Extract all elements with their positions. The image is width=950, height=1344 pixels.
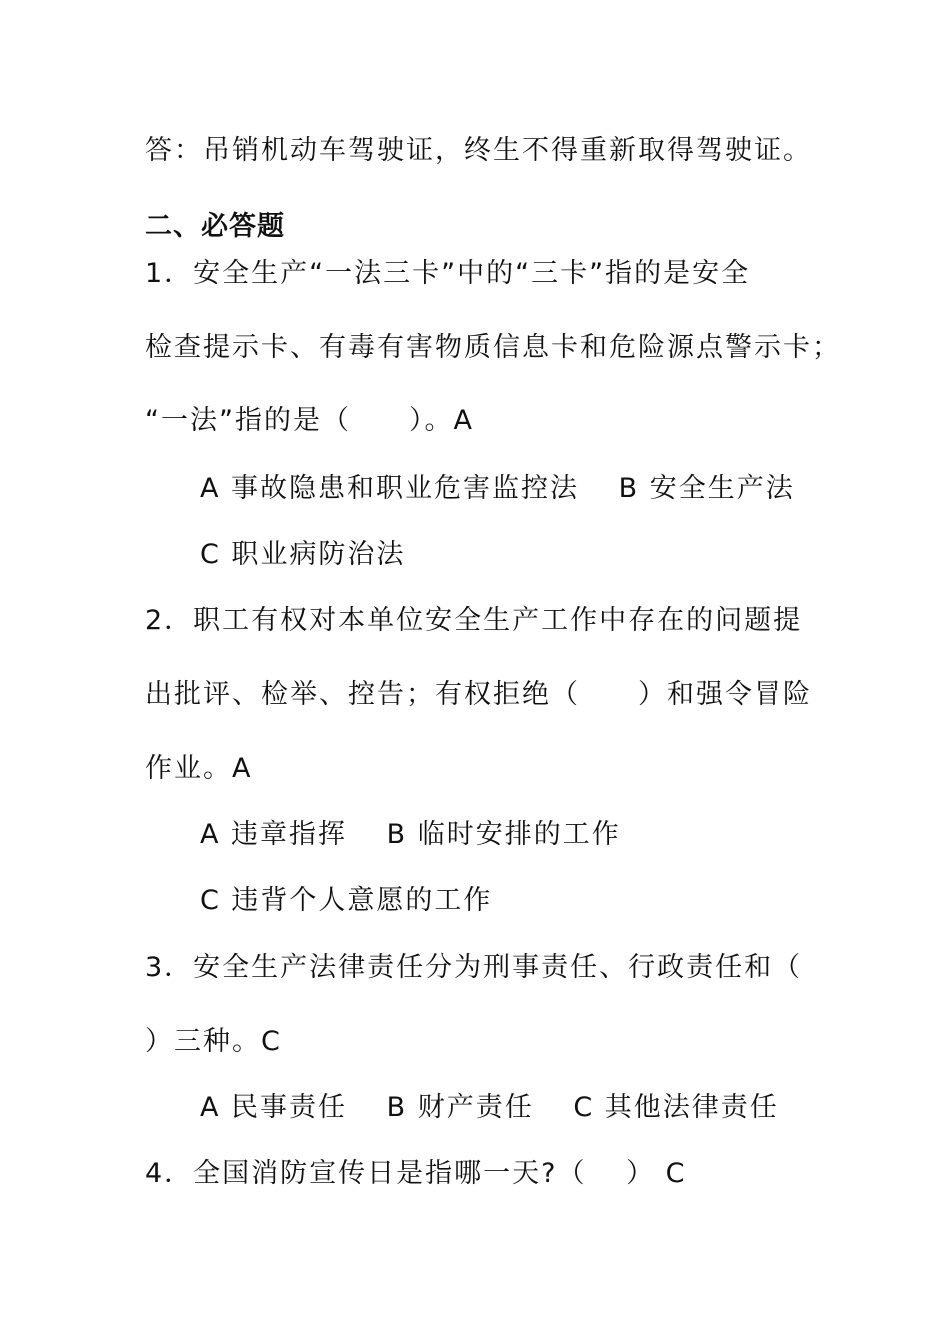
q2-option-row2: C 违背个人意愿的工作: [200, 885, 493, 916]
q1-option-row1: A 事故隐患和职业危害监控法 B 安全生产法: [200, 473, 795, 504]
q2-line2: 出批评、检举、控告；有权拒绝（ ）和强令冒险: [145, 679, 812, 710]
q4-line1: 4．全国消防宣传日是指哪一天?（ ） C: [145, 1158, 687, 1189]
q2-line1: 2．职工有权对本单位安全生产工作中存在的问题提: [145, 605, 803, 636]
q1-line3: “一法”指的是（ ）。A: [145, 405, 474, 436]
q3-line2: ）三种。C: [145, 1026, 282, 1057]
q1-option-row2: C 职业病防治法: [200, 539, 406, 570]
q1-line1: 1．安全生产“一法三卡”中的“三卡”指的是安全: [145, 258, 751, 289]
section-title: 二、必答题: [145, 211, 285, 242]
q1-line2: 检查提示卡、有毒有害物质信息卡和危险源点警示卡；: [145, 332, 841, 363]
q2-line3: 作业。A: [145, 753, 253, 784]
q2-option-row1: A 违章指挥 B 临时安排的工作: [200, 819, 621, 850]
previous-answer: 答：吊销机动车驾驶证，终生不得重新取得驾驶证。: [145, 135, 812, 166]
q3-option-row1: A 民事责任 B 财产责任 C 其他法律责任: [200, 1092, 779, 1123]
q3-line1: 3．安全生产法律责任分为刑事责任、行政责任和（: [145, 952, 803, 983]
